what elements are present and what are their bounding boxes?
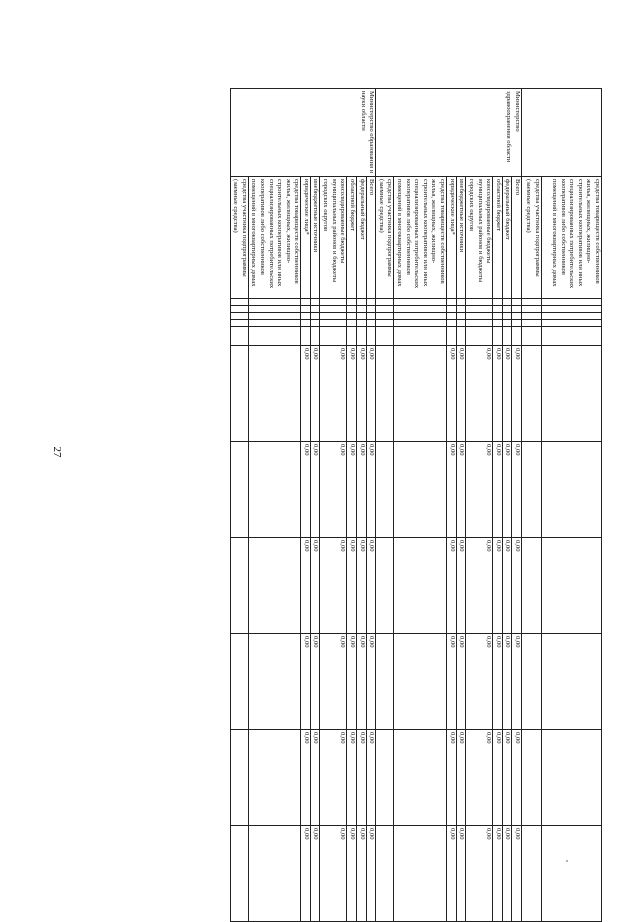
amount-cell: [394, 730, 447, 826]
amount-cell: 0,00: [447, 730, 457, 826]
empty-cell: [466, 327, 493, 346]
empty-cell: [456, 313, 466, 320]
funding-source-label: средства товариществ собственников жилья, жилищных, жилищно-строительных кооперативов или иных специализированных потребительских кооперативов либо собственников помещений в многоквартирных домах: [394, 177, 447, 299]
amount-cell: [542, 634, 602, 730]
amount-cell: 0,00: [301, 634, 311, 730]
amount-cell: 0,00: [347, 442, 357, 538]
table-row: [230, 89, 248, 922]
amount-cell: 0,00: [456, 634, 466, 730]
amount-cell: 0,00: [347, 826, 357, 922]
empty-cell: [493, 320, 503, 327]
amount-cell: 0,00: [301, 442, 311, 538]
empty-cell: [357, 306, 367, 313]
empty-cell: [376, 327, 394, 346]
amount-cell: 0,00: [493, 826, 503, 922]
empty-cell: [502, 320, 512, 327]
amount-cell: 0,00: [447, 634, 457, 730]
empty-cell: [248, 327, 301, 346]
amount-cell: 0,00: [493, 634, 503, 730]
amount-cell: [230, 538, 248, 634]
empty-cell: [502, 299, 512, 306]
empty-cell: [466, 320, 493, 327]
amount-cell: 0,00: [512, 730, 522, 826]
amount-cell: 0,00: [466, 730, 493, 826]
amount-cell: 0,00: [301, 730, 311, 826]
amount-cell: [394, 346, 447, 442]
amount-cell: 0,00: [447, 442, 457, 538]
amount-cell: 0,00: [466, 826, 493, 922]
funding-source-label: юридические лица*: [447, 177, 457, 299]
empty-cell: [347, 299, 357, 306]
empty-cell: [301, 306, 311, 313]
empty-cell: [366, 327, 376, 346]
amount-cell: 0,00: [502, 826, 512, 922]
funding-source-label: консолидированные бюджеты муниципальных районов и бюджеты городских округов: [466, 177, 493, 299]
table-row: [493, 89, 503, 922]
amount-cell: 0,00: [366, 826, 376, 922]
empty-cell: [301, 313, 311, 320]
empty-cell: [512, 313, 522, 320]
funding-source-label: средства товариществ собственников жилья, жилищных, жилищно-строительных кооперативов или иных специализированных потребительских кооперативов либо собственников помещений в многоквартирных домах: [248, 177, 301, 299]
table-row: [394, 89, 447, 922]
empty-cell: [230, 299, 248, 306]
table-row: [456, 89, 466, 922]
amount-cell: [522, 634, 542, 730]
empty-cell: [366, 320, 376, 327]
amount-cell: [376, 346, 394, 442]
amount-cell: 0,00: [466, 538, 493, 634]
empty-cell: [248, 299, 301, 306]
empty-cell: [347, 313, 357, 320]
amount-cell: 0,00: [320, 538, 347, 634]
funding-source-label: Всего: [366, 177, 376, 299]
amount-cell: 0,00: [493, 346, 503, 442]
amount-cell: 0,00: [456, 442, 466, 538]
empty-cell: [542, 306, 602, 313]
empty-cell: [502, 327, 512, 346]
empty-cell: [522, 327, 542, 346]
scan-speck: [566, 860, 568, 862]
amount-cell: 0,00: [301, 346, 311, 442]
amount-cell: [376, 826, 394, 922]
amount-cell: 0,00: [357, 346, 367, 442]
empty-cell: [394, 306, 447, 313]
amount-cell: 0,00: [301, 826, 311, 922]
funding-source-label: средства участника подпрограммы (заемные средства): [522, 177, 542, 299]
empty-cell: [357, 320, 367, 327]
empty-cell: [447, 299, 457, 306]
amount-cell: 0,00: [512, 634, 522, 730]
amount-cell: 0,00: [366, 442, 376, 538]
empty-cell: [230, 327, 248, 346]
amount-cell: 0,00: [366, 346, 376, 442]
empty-cell: [466, 299, 493, 306]
amount-cell: [248, 538, 301, 634]
amount-cell: 0,00: [366, 730, 376, 826]
rotated-table-canvas: [104, 88, 602, 840]
empty-cell: [320, 313, 347, 320]
empty-cell: [493, 327, 503, 346]
empty-cell: [310, 313, 320, 320]
empty-cell: [493, 306, 503, 313]
amount-cell: [248, 826, 301, 922]
amount-cell: 0,00: [366, 634, 376, 730]
empty-cell: [522, 313, 542, 320]
table-row: [376, 89, 394, 922]
table-row: [248, 89, 301, 922]
amount-cell: 0,00: [310, 730, 320, 826]
amount-cell: 0,00: [347, 346, 357, 442]
amount-cell: 0,00: [447, 826, 457, 922]
empty-cell: [301, 299, 311, 306]
amount-cell: [542, 730, 602, 826]
amount-cell: 0,00: [347, 634, 357, 730]
empty-cell: [301, 320, 311, 327]
empty-cell: [522, 306, 542, 313]
amount-cell: 0,00: [493, 730, 503, 826]
funding-source-label: федеральный бюджет: [357, 177, 367, 299]
empty-cell: [320, 320, 347, 327]
amount-cell: [230, 634, 248, 730]
amount-cell: 0,00: [456, 730, 466, 826]
amount-cell: 0,00: [502, 538, 512, 634]
amount-cell: [522, 346, 542, 442]
amount-cell: 0,00: [310, 634, 320, 730]
amount-cell: [522, 442, 542, 538]
empty-cell: [310, 327, 320, 346]
ministry-name: Министерство образования и науки области: [230, 89, 376, 177]
empty-cell: [357, 313, 367, 320]
amount-cell: 0,00: [512, 442, 522, 538]
amount-cell: 0,00: [320, 442, 347, 538]
empty-cell: [230, 306, 248, 313]
amount-cell: 0,00: [493, 538, 503, 634]
amount-cell: 0,00: [310, 826, 320, 922]
empty-cell: [394, 299, 447, 306]
empty-cell: [493, 299, 503, 306]
amount-cell: [542, 826, 602, 922]
empty-cell: [248, 306, 301, 313]
amount-cell: 0,00: [357, 538, 367, 634]
amount-cell: [376, 442, 394, 538]
amount-cell: 0,00: [366, 538, 376, 634]
empty-cell: [230, 320, 248, 327]
empty-cell: [310, 320, 320, 327]
table-row: [301, 89, 311, 922]
amount-cell: [248, 442, 301, 538]
funding-source-label: Всего: [512, 177, 522, 299]
amount-cell: [394, 442, 447, 538]
empty-cell: [376, 306, 394, 313]
amount-cell: [394, 826, 447, 922]
empty-cell: [347, 306, 357, 313]
rotated-table-frame: [104, 88, 602, 840]
empty-cell: [320, 299, 347, 306]
empty-cell: [366, 299, 376, 306]
table-row: [522, 89, 542, 922]
amount-cell: [542, 442, 602, 538]
empty-cell: [394, 327, 447, 346]
empty-cell: [512, 299, 522, 306]
amount-cell: 0,00: [466, 346, 493, 442]
table-row: [512, 89, 522, 922]
empty-cell: [522, 320, 542, 327]
empty-cell: [376, 313, 394, 320]
empty-cell: [357, 299, 367, 306]
empty-cell: [320, 327, 347, 346]
amount-cell: 0,00: [357, 730, 367, 826]
funding-source-label: областной бюджет: [347, 177, 357, 299]
amount-cell: [248, 730, 301, 826]
amount-cell: 0,00: [512, 826, 522, 922]
amount-cell: 0,00: [310, 346, 320, 442]
funding-source-label: средства участника подпрограммы (заемные средства): [376, 177, 394, 299]
empty-cell: [456, 306, 466, 313]
amount-cell: 0,00: [456, 346, 466, 442]
empty-cell: [447, 327, 457, 346]
amount-cell: [542, 346, 602, 442]
empty-cell: [456, 327, 466, 346]
table-row: [542, 89, 602, 922]
empty-cell: [310, 306, 320, 313]
amount-cell: 0,00: [357, 634, 367, 730]
empty-cell: [502, 306, 512, 313]
amount-cell: [376, 730, 394, 826]
amount-cell: [230, 442, 248, 538]
empty-cell: [512, 320, 522, 327]
amount-cell: 0,00: [310, 442, 320, 538]
empty-cell: [357, 327, 367, 346]
funding-source-label: консолидированные бюджеты муниципальных районов и бюджеты городских округов: [320, 177, 347, 299]
empty-cell: [522, 299, 542, 306]
amount-cell: 0,00: [320, 826, 347, 922]
amount-cell: 0,00: [301, 538, 311, 634]
amount-cell: 0,00: [502, 730, 512, 826]
empty-cell: [456, 299, 466, 306]
table-row: [310, 89, 320, 922]
empty-cell: [376, 320, 394, 327]
funding-source-label: областной бюджет: [493, 177, 503, 299]
empty-cell: [366, 306, 376, 313]
empty-cell: [502, 313, 512, 320]
table-row: [502, 89, 512, 922]
amount-cell: 0,00: [502, 442, 512, 538]
empty-cell: [320, 306, 347, 313]
table-row: [447, 89, 457, 922]
empty-cell: [512, 327, 522, 346]
amount-cell: 0,00: [310, 538, 320, 634]
amount-cell: 0,00: [357, 442, 367, 538]
empty-cell: [466, 313, 493, 320]
funding-source-label: внебюджетные источники: [310, 177, 320, 299]
ministry-cell-continued: [522, 89, 602, 177]
empty-cell: [248, 313, 301, 320]
empty-cell: [542, 299, 602, 306]
table-row: [366, 89, 376, 922]
amount-cell: 0,00: [456, 826, 466, 922]
amount-cell: 0,00: [466, 634, 493, 730]
empty-cell: [394, 320, 447, 327]
page-number: 27: [51, 446, 63, 458]
amount-cell: 0,00: [447, 346, 457, 442]
amount-cell: 0,00: [320, 730, 347, 826]
empty-cell: [542, 313, 602, 320]
budget-table: [230, 88, 602, 922]
amount-cell: [230, 730, 248, 826]
empty-cell: [366, 313, 376, 320]
empty-cell: [347, 320, 357, 327]
amount-cell: 0,00: [320, 634, 347, 730]
empty-cell: [394, 313, 447, 320]
ministry-name: Министерство здравоохранения области: [376, 89, 522, 177]
empty-cell: [493, 313, 503, 320]
empty-cell: [466, 306, 493, 313]
empty-cell: [347, 327, 357, 346]
amount-cell: 0,00: [347, 538, 357, 634]
amount-cell: 0,00: [466, 442, 493, 538]
empty-cell: [542, 320, 602, 327]
amount-cell: 0,00: [320, 346, 347, 442]
table-row: [357, 89, 367, 922]
empty-cell: [512, 306, 522, 313]
amount-cell: [522, 538, 542, 634]
empty-cell: [447, 313, 457, 320]
empty-cell: [301, 327, 311, 346]
amount-cell: [522, 826, 542, 922]
amount-cell: [376, 538, 394, 634]
table-row: [347, 89, 357, 922]
table-row: [320, 89, 347, 922]
amount-cell: 0,00: [447, 538, 457, 634]
amount-cell: 0,00: [502, 634, 512, 730]
empty-cell: [447, 306, 457, 313]
amount-cell: [376, 634, 394, 730]
empty-cell: [542, 327, 602, 346]
amount-cell: 0,00: [493, 442, 503, 538]
funding-source-label: федеральный бюджет: [502, 177, 512, 299]
amount-cell: 0,00: [512, 346, 522, 442]
amount-cell: [248, 634, 301, 730]
amount-cell: [394, 634, 447, 730]
amount-cell: [394, 538, 447, 634]
amount-cell: [230, 826, 248, 922]
empty-cell: [230, 313, 248, 320]
amount-cell: [230, 346, 248, 442]
amount-cell: 0,00: [502, 346, 512, 442]
funding-source-label: средства участника подпрограммы (заемные средства): [230, 177, 248, 299]
funding-source-label: юридические лица*: [301, 177, 311, 299]
empty-cell: [447, 320, 457, 327]
amount-cell: 0,00: [512, 538, 522, 634]
empty-cell: [310, 299, 320, 306]
funding-source-label: средства товариществ собственников жилья, жилищных, жилищно-строительных кооперативов или иных специализированных потребительских кооперативов либо собственников помещений в многоквартирных домах: [542, 177, 602, 299]
table-row: [466, 89, 493, 922]
amount-cell: 0,00: [347, 730, 357, 826]
amount-cell: [522, 730, 542, 826]
amount-cell: 0,00: [456, 538, 466, 634]
funding-source-label: внебюджетные источники: [456, 177, 466, 299]
amount-cell: 0,00: [357, 826, 367, 922]
empty-cell: [248, 320, 301, 327]
empty-cell: [376, 299, 394, 306]
empty-cell: [456, 320, 466, 327]
amount-cell: [248, 346, 301, 442]
amount-cell: [542, 538, 602, 634]
